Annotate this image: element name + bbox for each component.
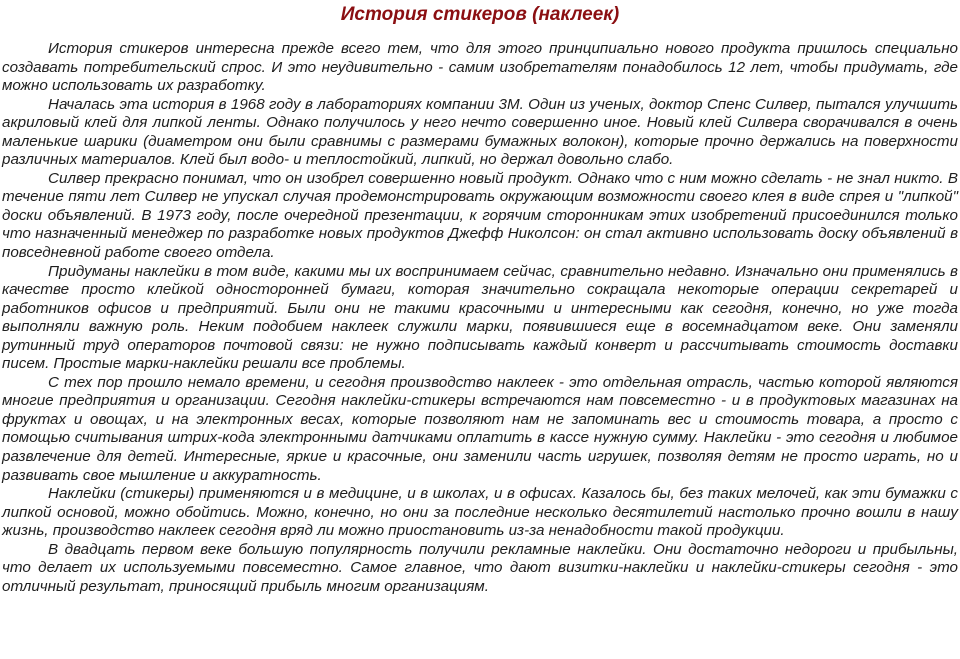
article-body [2, 40, 958, 596]
article-paragraph: Придуманы наклейки в том виде, какими мы их воспринимаем сейчас, сравнительно недавно. Изначально они применялись в качестве просто клейкой односторонней бумаги, которая значительно сокращала некоторые операции секретарей и работников офисов и предприятий. Были они не такими красочными и интересными как сегодня, конечно, но уже тогда выполняли важную роль. Неким подобием наклеек служили марки, появившиеся еще в восемнадцатом веке. Они заменяли рутинный труд операторов почтовой связи: не нужно подписывать каждый конверт и рассчитывать стоимость доставки писем. Простые марки-наклейки решали все проблемы. [2, 262, 958, 373]
article-paragraph: С тех пор прошло немало времени, и сегодня производство наклеек - это отдельная отрасль, частью которой являются многие предприятия и организации. Сегодня наклейки-стикеры встречаются нам повсеместно - и в продуктовых магазинах на фруктах и овощах, и на электронных весах, которые позволяют нам не запоминать вес и стоимость товара, а просто с помощью считывания штрих-кода электронными датчиками оплатить в кассе нужную сумму. Наклейки - это сегодня и любимое развлечение для детей. Интересные, яркие и красочные, они заменили часть игрушек, позволяя детям не просто играть, но и развивать свое мышление и аккуратность. [2, 373, 958, 484]
article-paragraph: В двадцать первом веке большую популярность получили рекламные наклейки. Они достаточно недороги и прибыльны, что делает их используемыми повсеместно. Самое главное, что дают визитки-наклейки и наклейки-стикеры сегодня - это отличный результат, приносящий прибыль многим организациям. [2, 540, 958, 595]
article-paragraph: История стикеров интересна прежде всего тем, что для этого принципиально нового продукта пришлось специально создавать потребительский спрос. И это неудивительно - самим изобретателям понадобилось 12 лет, чтобы придумать, где можно использовать их разработку. [2, 40, 958, 95]
page-title: История стикеров (наклеек) [340, 4, 620, 25]
article-paragraph: Началась эта история в 1968 году в лабораториях компании 3M. Один из ученых, доктор Спенс Силвер, пытался улучшить акриловый клей для липкой ленты. Однако получилось у него нечто совершенно иное. Новый клей Силвера сворачивался в очень маленькие шарики (диаметром они были сравнимы с размерами бумажных волокон), которые прочно держались на поверхности различных материалов. Клей был водо- и теплостойкий, липкий, но держал довольно слабо. [2, 95, 958, 169]
article-paragraph: Силвер прекрасно понимал, что он изобрел совершенно новый продукт. Однако что с ним можно сделать - не знал никто. В течение пяти лет Силвер не упускал случая продемонстрировать окружающим возможности своего клея в виде спрея и "липкой" доски объявлений. В 1973 году, после очередной презентации, к горячим сторонникам этих изобретений присоединился только что назначенный менеджер по разработке новых продуктов Джефф Николсон: он стал активно использовать доску объявлений в повседневной работе своего отдела. [2, 169, 958, 262]
article-paragraph: Наклейки (стикеры) применяются и в медицине, и в школах, и в офисах. Казалось бы, без таких мелочей, как эти бумажки с липкой основой, можно обойтись. Можно, конечно, но они за последние несколько десятилетий настолько прочно вошли в нашу жизнь, производство наклеек сегодня вряд ли можно приостановить из-за ненадобности такой продукции. [2, 485, 958, 540]
